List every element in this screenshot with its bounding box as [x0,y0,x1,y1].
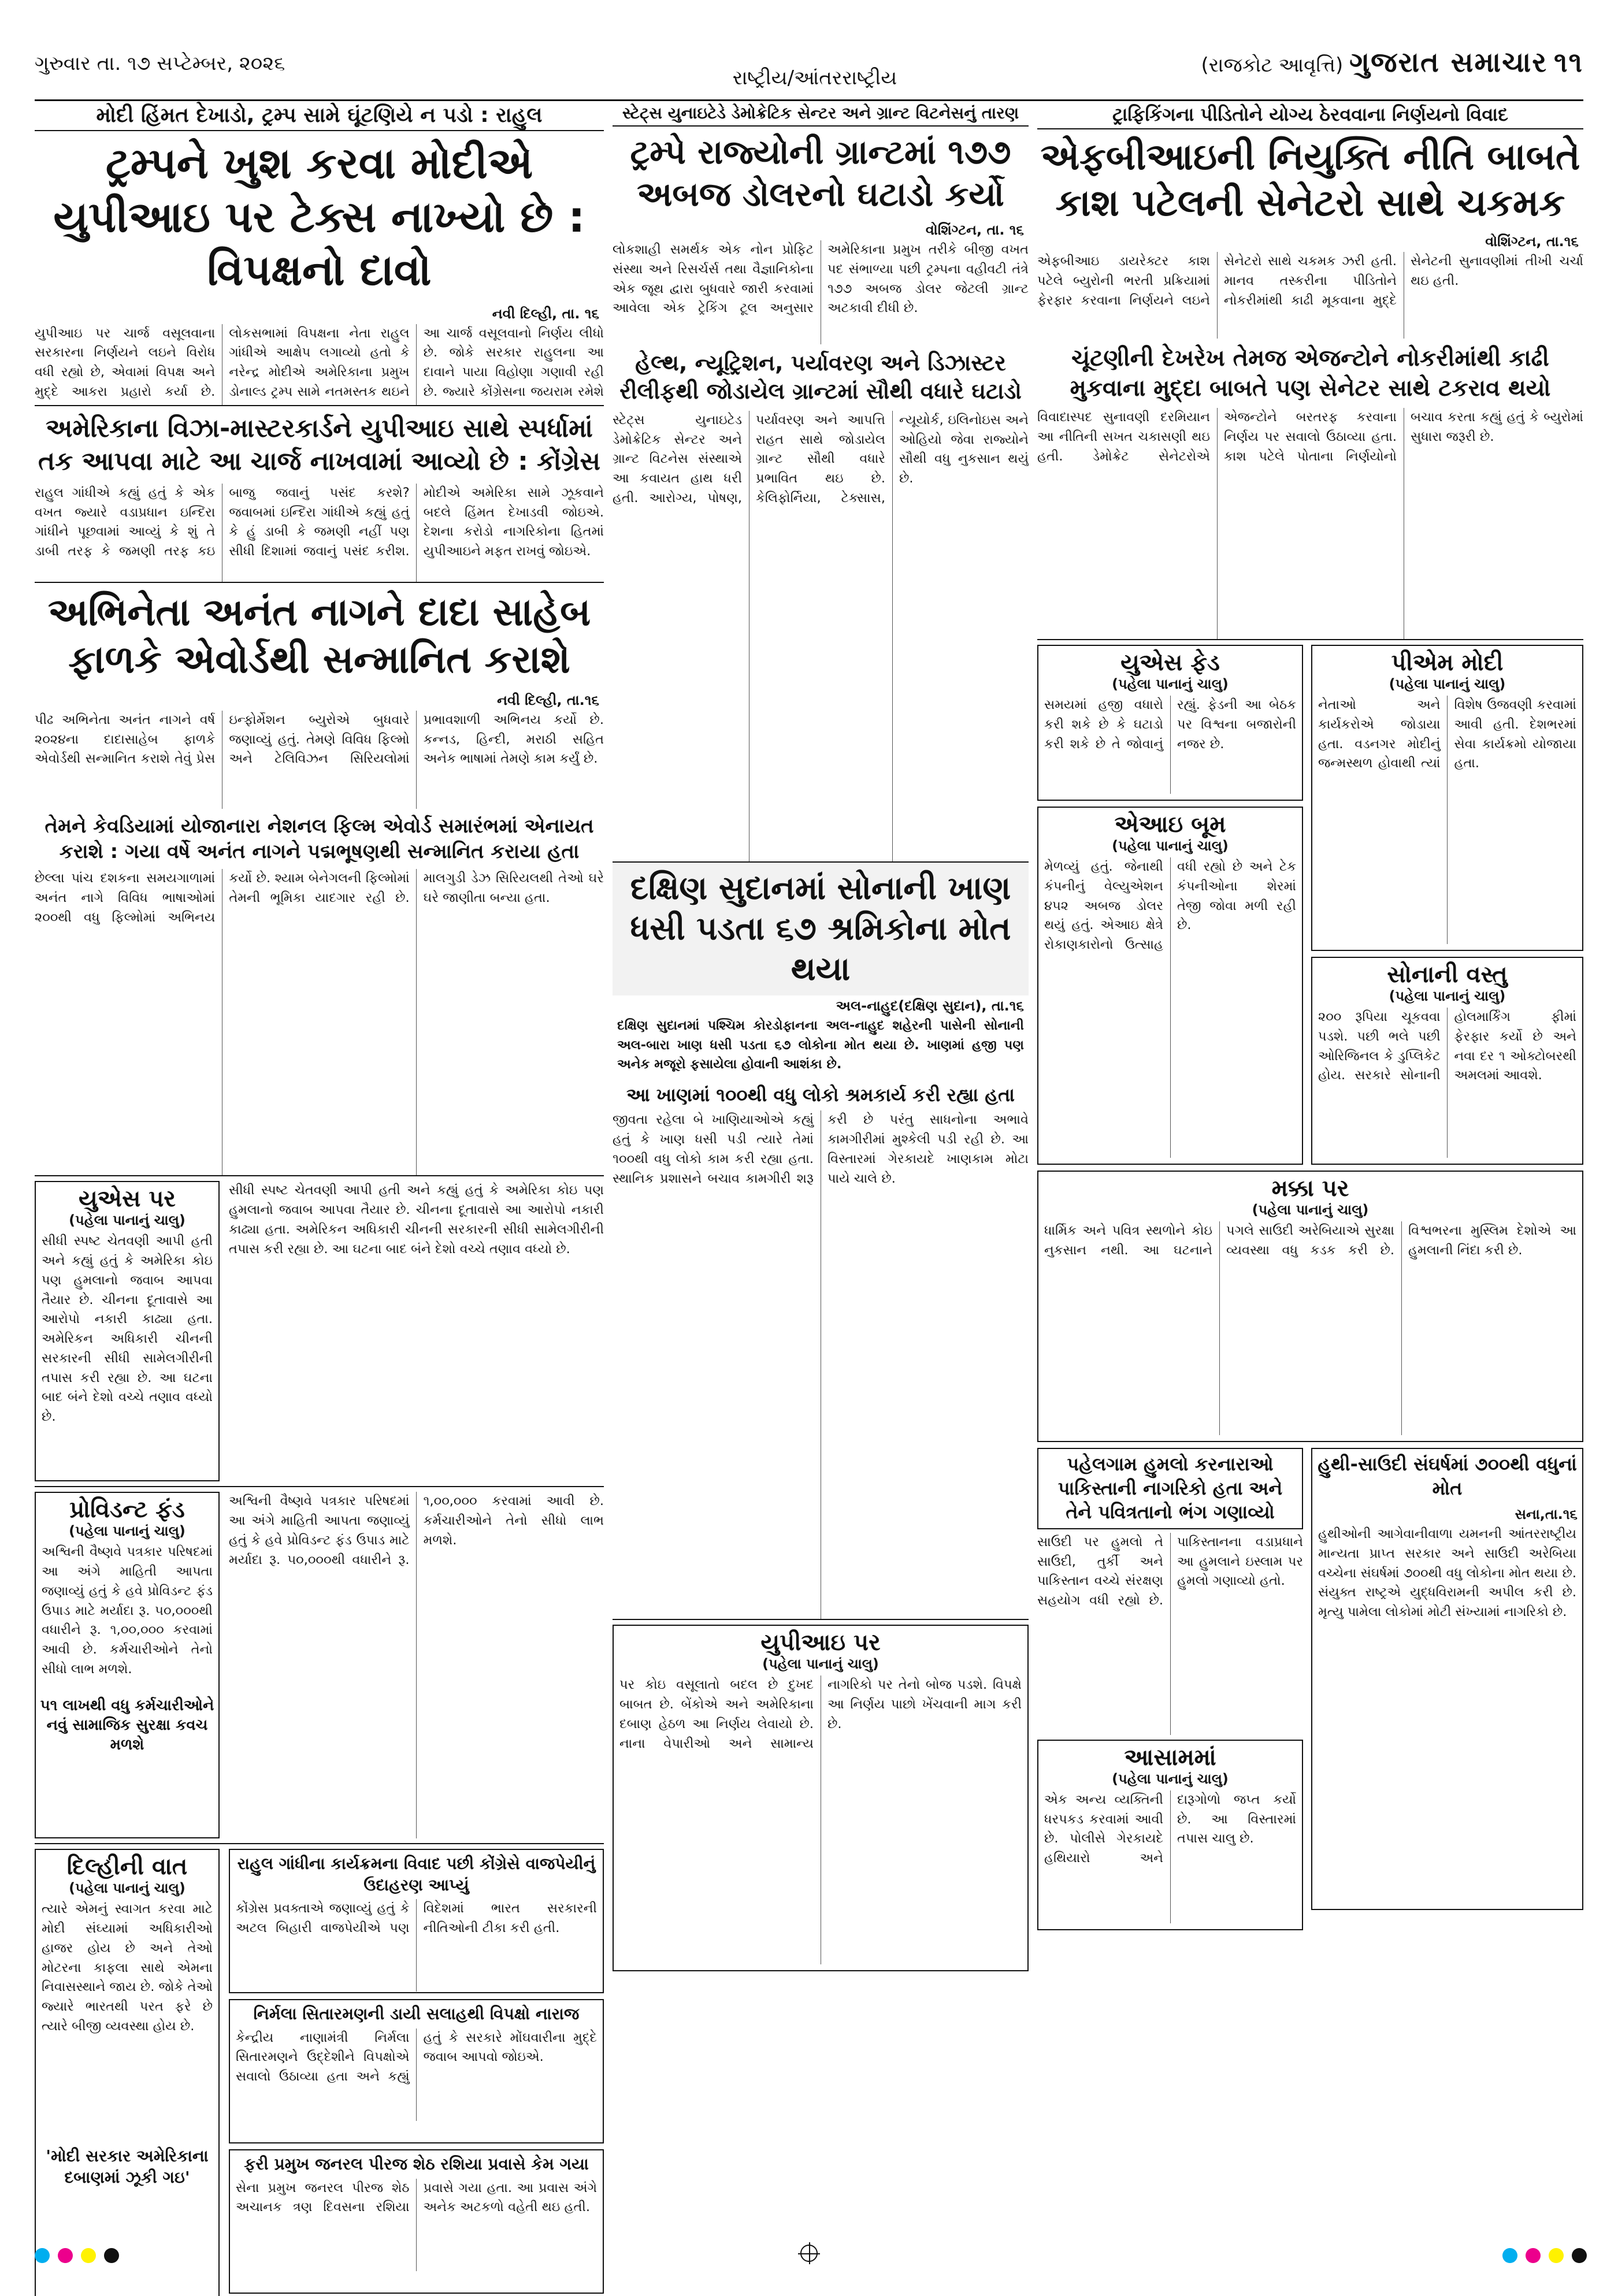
upi-body: યુપીઆઇ પર ચાર્જ વસૂલવાના સરકારના નિર્ણયને લઇને વિરોધ વધી રહ્યો છે, એવામાં વિપક્ષ અને મુદ્દે આકરા પ્રહારો કર્યા છે. લોકસભામાં વિપક્ષના નેતા રાહુલ ગાંધીએ આક્ષેપ લગાવ્યો હતો કે નરેન્દ્ર મોદીએ અમેરિકાના પ્રમુખ ડોનાલ્ડ ટ્રમ્પ સામે નતમસ્તક થઇને આ ચાર્જ વસૂલવાનો નિર્ણય લીધો છે. જોકે સરકાર રાહુલના આ દાવાને પાયા વિહોણા ગણાવી રહી છે. જ્યારે કોંગ્રેસના જયરામ રમેશે [35,325,604,399]
grant-subhead: હેલ્થ, ન્યૂટ્રિશન, પર્યાવરણ અને ડિઝાસ્ટર રીલીફથી જોડાયેલ ગ્રાન્ટમાં સૌથી વધારે ઘટાડો [619,350,1022,404]
edition-label: (રાજકોટ આવૃત્તિ) [1201,54,1344,77]
pakistan-body: સાઉદી પર હુમલો તે સાઉદી, તુર્કી અને પાકિસ્તાન વચ્ચે સંરક્ષણ સહયોગ વધી રહ્યો છે. પાકિસ્તાનના વડાપ્રધાને આ હુમલાને ઇસ્લામ પર હુમલો ગણાવ્યો હતો. [1037,1534,1303,1608]
upi-dateline: નવી દિલ્હી, તા. ૧૬ [492,305,599,322]
right-area [1037,101,1583,1930]
lower-left-row [35,1181,604,1481]
upi-cont-cont: (પહેલા પાનાનું ચાલુ) [762,1656,879,1673]
page-number: ૧૧ [1553,46,1583,79]
spacex-text: સીધી સ્પષ્ટ ચેતવણી આપી હતી અને કહ્યું હતું કે અમેરિકા કોઇ પણ હુમલાનો જવાબ આપવા તૈયાર છે. ચીનના દૂતાવાસે આ આરોપો નકારી કાઢ્યા હતા. અમેરિકન અધિકારી ચીનની સરકારની સીધી સામેલગીરીની તપાસ કરી રહ્યા છે. આ ઘટના બાદ બંને દેશો વચ્ચે તણાવ વધ્યો છે. [229,1183,604,1257]
right-bottom-row [1037,1448,1583,1930]
grant-dateline: વોશિંગ્ટન, તા. ૧૬ [925,222,1024,238]
pf-box-body: અશ્વિની વૈષ્ણવે પત્રકાર પરિષદમાં આ અંગે માહિતી આપતા જણાવ્યું હતું કે હવે પ્રોવિડન્ટ ફંડ ઉપાડ માટે મર્યાદા રૂ. ૫૦,૦૦૦થી વધારીને રૂ. ૧,૦૦,૦૦૦ કરવામાં આવી છે. કર્મચારીઓને તેનો સીધો લાભ મળશે. [42,1544,213,1677]
grant-body: લોકશાહી સમર્થક એક નોન પ્રોફિટ સંસ્થા અને રિસર્ચર્સ તથા વૈજ્ઞાનિકોના એક જૂથ દ્વારા બુધવારે જારી કરવામાં આવેલા એક ટ્રેકિંગ ટૂલ અનુસાર અમેરિકાના પ્રમુખ તરીકે બીજી વખત પદ સંભાળ્યા પછી ટ્રમ્પના વહીવટી તંત્રે ૧૭૭ અબજ ડોલર જેટલી ગ્રાન્ટ અટકાવી દીધી છે. [613,242,1029,316]
houthi-body: હુથીઓની આગેવાનીવાળા યમનની આંતરરાષ્ટ્રીય માન્યતા પ્રાપ્ત સરકાર અને સાઉદી અરેબિયા વચ્ચેના સંઘર્ષમાં ૭૦૦થી વધુ લોકોના મોત થયા છે. સંયુક્ત રાષ્ટ્રએ યુદ્ધવિરામની અપીલ કરી છે. મૃત્યુ પામેલા લોકોમાં મોટી સંખ્યામાં નાગરિકો છે. [1318,1526,1576,1620]
divider [35,1843,604,1844]
ai-box [1037,807,1303,1165]
divider [35,1175,604,1176]
yellow-dot [1549,2248,1564,2263]
yellow-dot [81,2248,96,2263]
cyan-dot [1502,2248,1517,2263]
divider [35,1486,604,1487]
usa-box [35,1181,220,1481]
cyan-dot [35,2248,50,2263]
fbi-body: એફબીઆઇ ડાયરેક્ટર કાશ પટેલે બ્યુરોની ભરતી પ્રક્રિયામાં ફેરફાર કરવાના નિર્ણયને લઇને સેનેટરો સાથે ચકમક ઝરી હતી. માનવ તસ્કરીના પીડિતોને નોકરીમાંથી કાઢી મૂકવાના મુદ્દે સેનેટની સુનાવણીમાં તીખી ચર્ચા થઇ હતી. [1037,254,1583,308]
divider [1037,639,1583,640]
gold-box [1311,957,1583,1165]
assam-box-cont: (પહેલા પાનાનું ચાલુ) [1112,1770,1229,1787]
fbi-headline: એફબીઆઇની નિયુક્તિ નીતિ બાબતે કાશ પટેલની સેનેટરો સાથે ચકમક [1040,136,1580,225]
ai-box-cont: (પહેલા પાનાનું ચાલુ) [1112,838,1229,854]
ai-box-body: મેળવ્યું હતું. જેનાથી કંપનીનું વેલ્યુએશન ૪૫૨ અબજ ડોલર થયું હતું. એઆઇ ક્ષેત્રે રોકાણકારોનો ઉત્સાહ વધી રહ્યો છે અને ટેક કંપનીઓના શેરમાં તેજી જોવા મળી રહી છે. [1044,859,1296,952]
pf-box-cont: (પહેલા પાનાનું ચાલુ) [69,1523,185,1540]
left-area [35,101,604,2296]
issue-date: ગુરુવાર તા. ૧૭ સપ્ટેમ્બર, ૨૦૨૬ [35,52,285,75]
pakistan-col [1037,1448,1303,1930]
sudan-subhead: આ ખાણમાં ૧૦૦થી વધુ લોકો શ્રમકાર્ય કરી રહ્યા હતા [626,1083,1015,1106]
sena-box-title: ફરી પ્રમુખ જનરલ પીરજ શેઠ રશિયા પ્રવાસે કેમ ગયા [244,2154,589,2174]
pf-box-subhead: ૫૧ લાખથી વધુ કર્મચારીઓને નવું સામાજિક સુરક્ષા કવચ મળશે [40,1697,214,1753]
mecca-box-body: ધાર્મિક અને પવિત્ર સ્થળોને કોઇ નુકસાન નથી. આ ઘટનાને પગલે સાઉદી અરેબિયાએ સુરક્ષા વ્યવસ્થા વધુ કડક કરી છે. વિશ્વભરના મુસ્લિમ દેશોએ આ હુમલાની નિંદા કરી છે. [1044,1223,1576,1258]
pf-row [35,1492,604,1838]
sudan-lead: દક્ષિણ સુદાનમાં પશ્ચિમ કોરડોફાનના અલ-નાહુદ શહેરની પાસેની સોનાની અલ-બારા ખાણ ધસી પડતા ૬૭ લોકોના મોત થયા છે. ખાણમાં હજી પણ અનેક મજૂરો ફસાયેલા હોવાની આશંકા છે. [617,1017,1024,1072]
black-dot [1572,2248,1587,2263]
black-dot [104,2248,119,2263]
grant-kicker: સ્ટેટ્સ યુનાઇટેડે ડેમોક્રેટિક સેન્ટર અને ગ્રાન્ટ વિટનેસનું તારણ [613,101,1029,127]
delhi-box-cont: (પહેલા પાનાનું ચાલુ) [69,1880,185,1897]
delhi-row [35,1849,604,2296]
mecca-box [1037,1171,1583,1442]
right-boxes-row-1 [1037,645,1583,1165]
delhi-boxes [229,1849,604,2296]
fbi-dateline: વોશિંગ્ટન, તા.૧૬ [1485,233,1579,250]
rahul-box-body: કોંગ્રેસ પ્રવક્તાએ જણાવ્યું હતું કે અટલ બિહારી વાજપેયીએ પણ વિદેશમાં ભારત સરકારની નીતિઓની ટીકા કરી હતી. [236,1901,597,1935]
grant-body-2: સ્ટેટ્સ યુનાઇટેડ ડેમોક્રેટિક સેન્ટર અને ગ્રાન્ટ વિટનેસ સંસ્થાએ આ કવાયત હાથ ધરી હતી. આરોગ્ય, પોષણ, પર્યાવરણ અને આપત્તિ રાહત સાથે જોડાયેલ ગ્રાન્ટ સૌથી વધારે પ્રભાવિત થઇ છે. કેલિફોર્નિયા, ટેક્સાસ, ન્યૂયોર્ક, ઇલિનોઇસ અને ઓહિયો જેવા રાજ્યોને સૌથી વધુ નુકસાન થયું છે. [613,412,1029,506]
sudan-body: જીવતા રહેલા બે ખાણિયાઓએ કહ્યું હતું કે ખાણ ધસી પડી ત્યારે તેમાં ૧૦૦થી વધુ લોકો કામ કરી રહ્યા હતા. સ્થાનિક પ્રશાસને બચાવ કામગીરી શરૂ કરી છે પરંતુ સાધનોના અભાવે કામગીરીમાં મુશ્કેલી પડી રહી છે. આ વિસ્તારમાં ગેરકાયદે ખાણકામ મોટા પાયે ચાલે છે. [613,1112,1029,1186]
award-headline: અભિનેતા અનંત નાગને દાદા સાહેબ ફાળકે એવોર્ડથી સન્માનિત કરાશે [47,589,591,682]
registration-mark [800,2245,818,2262]
upi-cont-body: પર કોઇ વસૂલાતો બદલ છે દુખદ બાબત છે. બેંકોએ અને અમેરિકાના દબાણ હેઠળ આ નિર્ણય લેવાયો છે. નાના વેપારીઓ અને સામાન્ય નાગરિકો પર તેનો બોજ પડશે. વિપક્ષે આ નિર્ણય પાછો ખેંચવાની માગ કરી છે. [619,1677,1022,1751]
pm-box [1311,645,1583,951]
pm-box-title: પીએમ મોદી [1391,649,1504,676]
fed-box-body: સમયમાં હજી વધારો કરી શકે છે કે ઘટાડો કરી શકે છે તે જોવાનું રહ્યું. ફેડની આ બેઠક પર વિશ્વના બજારોની નજર છે. [1044,697,1296,752]
section-label: રાષ્ટ્રીય/આંતરરાષ્ટ્રીય [732,66,897,90]
award-body: પીઢ અભિનેતા અનંત નાગને વર્ષ ૨૦૨૪ના દાદાસાહેબ ફાળકે એવોર્ડથી સન્માનિત કરાશે તેવું પ્રેસ ઇન્ફોર્મેશન બ્યુરોએ બુધવારે જણાવ્યું હતું. તેમણે વિવિધ ફિલ્મો અને ટેલિવિઝન સિરિયલોમાં પ્રભાવશાળી અભિનય કર્યો છે. કન્નડ, હિન્દી, મરાઠી સહિત અનેક ભાષામાં તેમણે કામ કર્યું છે. [35,712,604,767]
upi-body-2: રાહુલ ગાંધીએ કહ્યું હતું કે એક વખત જ્યારે વડાપ્રધાન ઇન્દિરા ગાંધીને પૂછવામાં આવ્યું કે શું તે ડાબી તરફ કે જમણી તરફ કઇ બાજુ જવાનું પસંદ કરશે? જવાબમાં ઇન્દિરા ગાંધીએ કહ્યું હતું કે હું ડાબી કે જમણી નહીં પણ સીધી દિશામાં જવાનું પસંદ કરીશ. મોદીએ અમેરિકા સામે ઝૂકવાને બદલે હિંમત દેખાડવી જોઇએ. દેશના કરોડો નાગરિકોના હિતમાં યુપીઆઇને મફત રાખવું જોઇએ. [35,485,604,559]
assam-box-title: આસામમાં [1124,1744,1216,1771]
pm-box-cont: (પહેલા પાનાનું ચાલુ) [1389,676,1506,692]
nirmala-box [229,1999,604,2143]
delhi-box-body: ત્યારે એમનું સ્વાગત કરવા માટે મોદી સંઘ્યામાં અધિકારીઓ હાજર હોય છે અને તેઓ મોટરના કાફલા સાથે એમના નિવાસસ્થાને જાય છે. જોકે તેઓ જ્યારે ભારતથી પરત ફરે છે ત્યારે બીજી વ્યવસ્થા હોય છે. [42,1901,213,2034]
usa-box-cont: (પહેલા પાનાનું ચાલુ) [69,1212,185,1229]
houthi-headline: હુથી-સાઉદી સંઘર્ષમાં ૭૦૦થી વધુનાં મોત [1318,1453,1577,1499]
divider [613,1619,1029,1620]
gold-box-title: સોનાની વસ્તુ [1387,961,1508,988]
pm-box-body: નેતાઓ અને કાર્યકરોએ જોડાયા હતા. વડનગર મોદીનું જન્મસ્થળ હોવાથી ત્યાં વિશેષ ઉજવણી કરવામાં આવી હતી. દેશભરમાં સેવા કાર્યક્રમો યોજાયા હતા. [1318,697,1576,771]
mecca-box-cont: (પહેલા પાનાનું ચાલુ) [1252,1202,1369,1218]
fbi-kicker: ટ્રાફિકિંગના પીડિતોને યોગ્ય ઠેરવવાના નિર્ણયનો વિવાદ [1037,101,1583,129]
delhi-box [35,1849,220,2296]
usa-box-body: સીધી સ્પષ્ટ ચેતવણી આપી હતી અને કહ્યું હતું કે અમેરિકા કોઇ પણ હુમલાનો જવાબ આપવા તૈયાર છે. ચીનના દૂતાવાસે આ આરોપો નકારી કાઢ્યા હતા. અમેરિકન અધિકારી ચીનની સરકારની સીધી સામેલગીરીની તપાસ કરી રહ્યા છે. આ ઘટના બાદ બંને દેશો વચ્ચે તણાવ વધ્યો છે. [42,1234,213,1424]
fed-box-title: યુએસ ફેડ [1120,649,1220,676]
delhi-box-subhead: 'મોદી સરકાર અમેરિકાના દબાણમાં ઝૂકી ગઇ' [46,2146,209,2187]
fbi-subhead: ચૂંટણીની દેખરેખ તેમજ એજન્ટોને નોકરીમાંથી કાઢી મુકવાના મુદ્દા બાબતે પણ સેનેટર સાથે ટકરાવ થયો [1070,345,1551,402]
pf-text: અશ્વિની વૈષ્ણવે પત્રકાર પરિષદમાં આ અંગે માહિતી આપતા જણાવ્યું હતું કે હવે પ્રોવિડન્ટ ફંડ ઉપાડ માટે મર્યાદા રૂ. ૫૦,૦૦૦થી વધારીને રૂ. ૧,૦૦,૦૦૦ કરવામાં આવી છે. કર્મચારીઓને તેનો સીધો લાભ મળશે. [229,1493,604,1567]
assam-box-body: એક અન્ય વ્યક્તિની ધરપકડ કરવામાં આવી છે. પોલીસે ગેરકાયદે હથિયારો અને દારૂગોળો જપ્ત કર્યો છે. આ વિસ્તારમાં તપાસ ચાલુ છે. [1044,1792,1296,1866]
assam-box [1037,1740,1303,1930]
sena-box [229,2149,604,2294]
fed-box-cont: (પહેલા પાનાનું ચાલુ) [1112,676,1229,692]
upi-cont-box [613,1625,1029,1971]
fbi-body-2: વિવાદાસ્પદ સુનાવણી દરમિયાન આ નીતિની સખત ચકાસણી થઇ હતી. ડેમોક્રેટ સેનેટરોએ એજન્ટોને બરતરફ કરવાના નિર્ણય પર સવાલો ઉઠાવ્યા હતા. કાશ પટેલે પોતાના નિર્ણયોનો બચાવ કરતા કહ્યું હતું કે બ્યુરોમાં સુધારા જરૂરી છે. [1037,410,1583,464]
usa-box-title: યુએસ પર [79,1186,176,1213]
gold-box-body: ૨૦૦ રૂપિયા ચૂકવવા પડશે. પછી ભલે પછી ઓરિજિનલ કે ડુપ્લિકેટ હોય. સરકારે સોનાની હોલમાર્કિંગ ફીમાં ફેરફાર કર્યો છે અને નવા દર ૧ ઓક્ટોબરથી અમલમાં આવશે. [1318,1009,1576,1083]
fed-box [1037,645,1303,801]
mecca-box-title: મક્કા પર [1271,1175,1349,1202]
sena-box-body: સેના પ્રમુખ જનરલ પીરજ શેઠ અચાનક ત્રણ દિવસના રશિયા પ્રવાસે ગયા હતા. આ પ્રવાસ અંગે અનેક અટકળો વહેતી થઇ હતી. [236,2180,597,2215]
award-subhead: તેમને કેવડિયામાં યોજાનારા નેશનલ ફિલ્મ એવોર્ડ સમારંભમાં એનાયત કરાશે : ગયા વર્ષે અનંત નાગને પદ્મભૂષણથી સન્માનિત કરાયા હતા [44,814,594,864]
gold-box-cont: (પહેલા પાનાનું ચાલુ) [1389,988,1506,1004]
rahul-box [229,1849,604,1993]
houthi-dateline: સના,તા.૧૬ [1515,1506,1578,1523]
pf-box-title: પ્રોવિડન્ટ ફંડ [69,1496,185,1524]
brand-logo: ગુજરાત સમાચાર [1349,46,1548,79]
houthi-col [1311,1448,1583,1930]
masthead [35,35,1583,98]
ai-box-title: એઆઇ બૂમ [1114,811,1226,838]
masthead-right [1201,46,1583,79]
nirmala-box-body: કેન્દ્રીય નાણામંત્રી નિર્મલા સિતારમણને ઉદ્દેશીને વિપક્ષોએ સવાલો ઉઠાવ્યા હતા અને કહ્યું હતું કે સરકારે મોંઘવારીના મુદ્દે જવાબ આપવો જોઇએ. [236,2030,597,2085]
pf-box [35,1492,220,1838]
sudan-dateline: અલ-નાહુદ(દક્ષિણ સુદાન), તા.૧૬ [836,997,1024,1014]
award-body-2: છેલ્લા પાંચ દશકના સમયગાળામાં અનંત નાગે વિવિધ ભાષાઓમાં ૨૦૦થી વધુ ફિલ્મોમાં અભિનય કર્યો છે. શ્યામ બેનેગલની ફિલ્મોમાં તેમની ભૂમિકા યાદગાર રહી છે. માલગુડી ડેઝ સિરિયલથી તેઓ ઘરે ઘરે જાણીતા બન્યા હતા. [35,871,604,925]
nirmala-box-title: નિર્મલા સિતારમણની ડાયી સલાહથી વિપક્ષો નારાજ [253,2004,580,2024]
print-marks [0,2245,1618,2268]
pakistan-headline: પહેલગામ હુમલો કરનારાઓ પાકિસ્તાની નાગરિકો હતા અને તેને પવિત્રતાનો ભંગ ગણાવ્યો [1037,1448,1303,1529]
middle-area [613,101,1029,1971]
right-boxes-left [1037,645,1303,1165]
upi-kicker: મોદી હિંમત દેખાડો, ટ્રમ્પ સામે ઘૂંટણિયે ન પડો : રાહુલ [35,101,604,131]
magenta-dot [58,2248,73,2263]
right-boxes-right [1311,645,1583,1165]
sudan-headline: દક્ષિણ સુદાનમાં સોનાની ખાણ ધસી પડતા ૬૭ શ્રમિકોના મોત થયા [613,863,1029,995]
award-dateline: નવી દિલ્હી, તા.૧૬ [497,692,599,708]
delhi-box-title: દિલ્હીની વાત [66,1853,188,1881]
upi-cont-title: યુપીઆઇ પર [760,1629,881,1656]
magenta-dot [1526,2248,1541,2263]
rahul-box-title: રાહુલ ગાંધીના કાર્યક્રમના વિવાદ પછી કોંગ્રેસે વાજપેયીનું ઉદાહરણ આપ્યું [237,1854,596,1894]
houthi-box [1311,1448,1583,1910]
grant-headline: ટ્રમ્પે રાજ્યોની ગ્રાન્ટમાં ૧૭૭ અબજ ડોલરનો ઘટાડો કર્યો [630,132,1011,214]
upi-headline: ટ્રમ્પને ખુશ કરવા મોદીએ યુપીઆઇ પર ટેક્સ નાખ્યો છે : વિપક્ષનો દાવો [53,139,585,295]
upi-subhead: અમેરિકાના વિઝા-માસ્ટરકાર્ડને યુપીઆઇ સાથે સ્પર્ધામાં તક આપવા માટે આ ચાર્જ નાખવામાં આવ્યો છે : કોંગ્રેસ [35,405,604,484]
